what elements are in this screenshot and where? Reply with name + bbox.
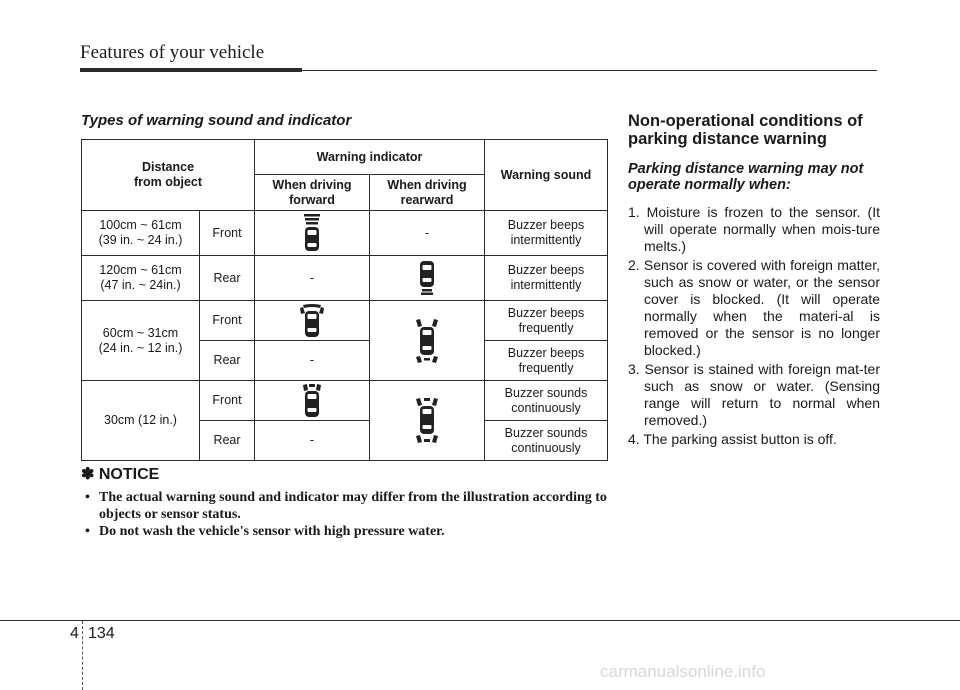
condition-item: 4. The parking assist button is off. xyxy=(628,431,837,447)
sound-cell: Buzzer beeps frequently xyxy=(485,341,608,381)
forward-indicator-cell: - xyxy=(255,341,370,381)
sound-cell: Buzzer sounds continuously xyxy=(485,381,608,421)
car-front-corners-warning-icon xyxy=(298,304,326,338)
conditions-list xyxy=(628,204,880,448)
position-cell: Rear xyxy=(200,341,255,381)
forward-indicator-cell xyxy=(255,381,370,421)
car-rear-warning-icon xyxy=(419,261,435,295)
forward-indicator-cell xyxy=(255,211,370,256)
header-when-forward: When driving forward xyxy=(255,175,370,211)
notice-item: • Do not wash the vehicle's sensor with high pressure water. xyxy=(81,523,607,540)
header-warning-indicator: Warning indicator xyxy=(255,140,485,175)
footer-rule xyxy=(0,620,960,621)
header-when-rearward: When driving rearward xyxy=(370,175,485,211)
notice-title: ✽ NOTICE xyxy=(81,466,160,483)
position-cell: Front xyxy=(200,211,255,256)
header-rule-thin xyxy=(302,70,877,71)
car-front-close-warning-icon xyxy=(300,384,324,418)
sound-cell: Buzzer beeps intermittently xyxy=(485,256,608,301)
condition-item: 1. Moisture is frozen to the sensor. (It will operate normally when mois-ture melts.) xyxy=(628,204,880,254)
distance-cell: 30cm (12 in.) xyxy=(82,381,200,461)
watermark: carmanualsonline.info xyxy=(600,662,766,681)
sound-cell: Buzzer beeps intermittently xyxy=(485,211,608,256)
rearward-indicator-cell xyxy=(370,301,485,381)
position-cell: Front xyxy=(200,381,255,421)
car-all-close-warning-icon xyxy=(414,397,440,445)
conditions-subheading: Parking distance warning may not operate normally when: xyxy=(628,161,864,193)
page-number: 134 xyxy=(88,625,115,642)
table-row xyxy=(82,256,608,301)
position-cell: Front xyxy=(200,301,255,341)
condition-item: 3. Sensor is stained with foreign mat-ter such as snow or water. (Sensing range will return to normal when removed.) xyxy=(628,361,880,428)
rearward-indicator-cell xyxy=(370,381,485,461)
table-row xyxy=(82,211,608,256)
footer-divider xyxy=(82,621,83,690)
position-cell: Rear xyxy=(200,256,255,301)
table-row xyxy=(82,301,608,341)
condition-item: 2. Sensor is covered with foreign matter, such as snow or water, or the sensor cover is blocked. (It will operate normally when the materi-al is removed or the sensor is no longer blocked.) xyxy=(628,257,880,358)
forward-indicator-cell: - xyxy=(255,256,370,301)
header-title: Features of your vehicle xyxy=(80,42,265,63)
car-front-warning-icon xyxy=(301,214,323,252)
distance-cell: 100cm ~ 61cm (39 in. ~ 24 in.) xyxy=(82,211,200,256)
section-title: Types of warning sound and indicator xyxy=(81,112,352,129)
table-row xyxy=(82,381,608,421)
header-distance: Distance from object xyxy=(82,140,255,211)
sound-cell: Buzzer beeps frequently xyxy=(485,301,608,341)
rearward-indicator-cell: - xyxy=(370,211,485,256)
warning-table xyxy=(81,139,608,461)
distance-cell: 60cm ~ 31cm (24 in. ~ 12 in.) xyxy=(82,301,200,381)
header-warning-sound: Warning sound xyxy=(485,140,608,211)
position-cell: Rear xyxy=(200,421,255,461)
chapter-number: 4 xyxy=(70,625,79,642)
notice-list xyxy=(81,489,607,540)
right-column xyxy=(628,112,880,450)
conditions-heading: Non-operational conditions of parking distance warning xyxy=(628,112,863,148)
distance-cell: 120cm ~ 61cm (47 in. ~ 24in.) xyxy=(82,256,200,301)
forward-indicator-cell: - xyxy=(255,421,370,461)
car-all-sides-warning-icon xyxy=(414,318,440,364)
rearward-indicator-cell xyxy=(370,256,485,301)
header-rule-thick xyxy=(80,68,302,72)
sound-cell: Buzzer sounds continuously xyxy=(485,421,608,461)
forward-indicator-cell xyxy=(255,301,370,341)
notice-item: • The actual warning sound and indicator may differ from the illustration according to objects or sensor status. xyxy=(81,489,607,523)
